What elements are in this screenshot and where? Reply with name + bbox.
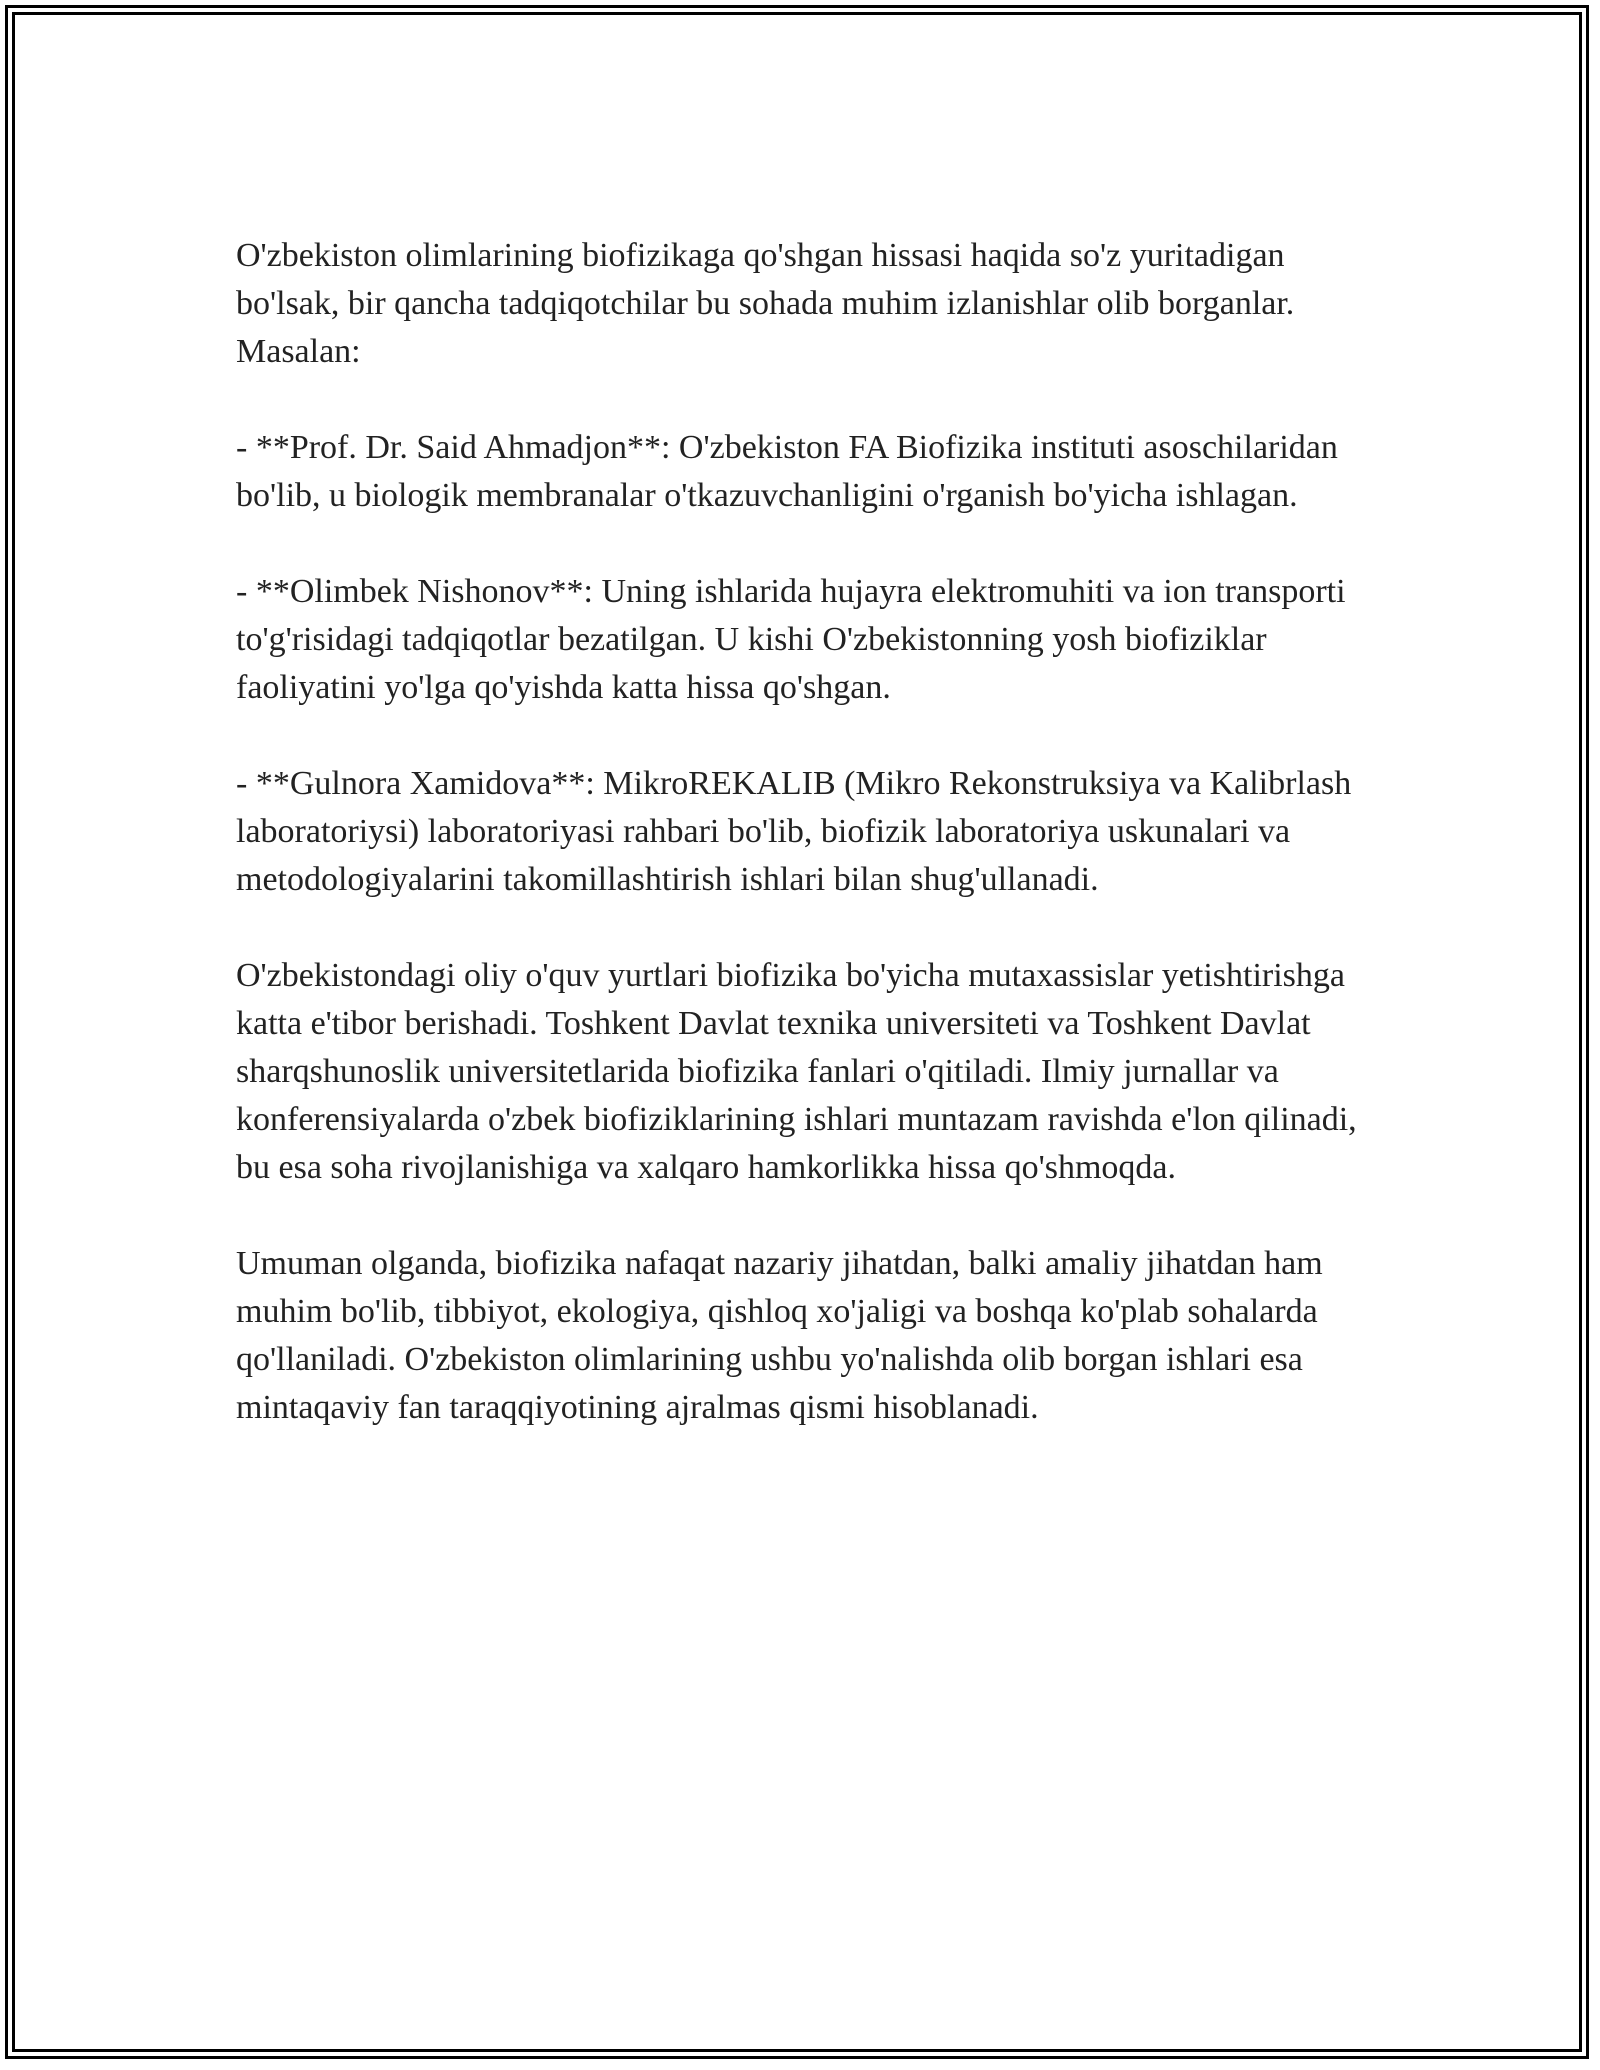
- list-item-gulnora-xamidova: - **Gulnora Xamidova**: MikroREKALIB (Mikro Rekonstruksiya va Kalibrlash laboratoriysi) laboratoriyasi rahbari bo'lib, biofizik laboratoriya uskunalari va metodologiyalarini takomillashtirish ishlari bilan shug'ullanadi.: [236, 765, 1352, 898]
- list-item-olimbek-nishonov: - **Olimbek Nishonov**: Uning ishlarida hujayra elektromuhiti va ion transporti to'g'risidagi tadqiqotlar bezatilgan. U kishi O'zbekistonning yosh biofiziklar faoliyatini yo'lga qo'yishda katta hissa qo'shgan.: [236, 573, 1346, 706]
- education-paragraph: O'zbekistondagi oliy o'quv yurtlari biofizika bo'yicha mutaxassislar yetishtirishga katta e'tibor berishadi. Toshkent Davlat texnika universiteti va Toshkent Davlat sharqshunoslik universitetlarida biofizika fanlari o'qitiladi. Ilmiy jurnallar va konferensiyalarda o'zbek biofiziklarining ishlari muntazam ravishda e'lon qilinadi, bu esa soha rivojlanishiga va xalqaro hamkorlikka hissa qo'shmoqda.: [236, 957, 1357, 1186]
- document-body: [236, 232, 1386, 1480]
- conclusion-paragraph: Umuman olganda, biofizika nafaqat nazariy jihatdan, balki amaliy jihatdan ham muhim bo'lib, tibbiyot, ekologiya, qishloq xo'jaligi va boshqa ko'plab sohalarda qo'llaniladi. O'zbekiston olimlarining ushbu yo'nalishda olib borgan ishlari esa mintaqaviy fan taraqqiyotining ajralmas qismi hisoblanadi.: [236, 1245, 1323, 1426]
- list-item-said-ahmadjon: - **Prof. Dr. Said Ahmadjon**: O'zbekiston FA Biofizika instituti asoschilaridan bo'lib, u biologik membranalar o'tkazuvchanligini o'rganish bo'yicha ishlagan.: [236, 429, 1338, 514]
- intro-paragraph: O'zbekiston olimlarining biofizikaga qo'shgan hissasi haqida so'z yuritadigan bo'lsak, bir qancha tadqiqotchilar bu sohada muhim izlanishlar olib borganlar. Masalan:: [236, 237, 1295, 370]
